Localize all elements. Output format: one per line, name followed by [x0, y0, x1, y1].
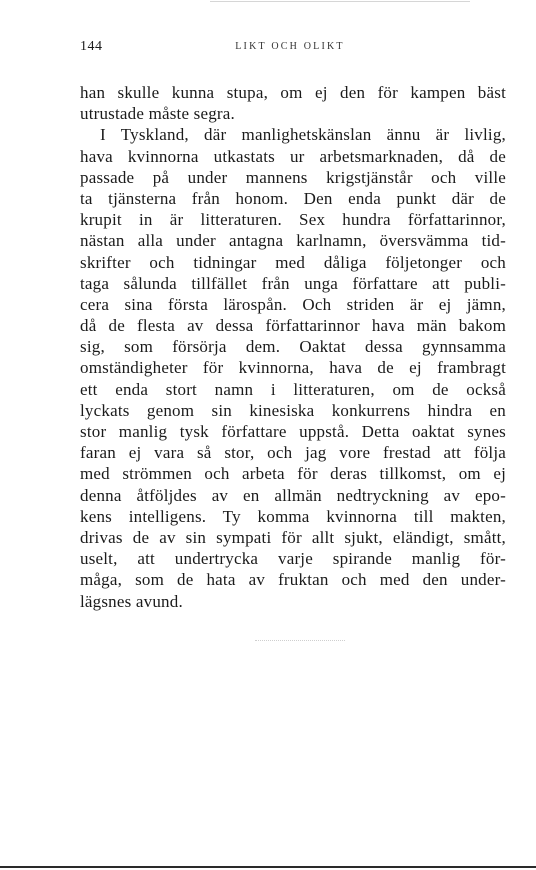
running-title: LIKT OCH OLIKT	[235, 41, 345, 52]
text-line: krupit in är litteraturen. Sex hundra författarinnor,	[80, 210, 506, 230]
text-line: faran ej vara så stor, och jag vore frestad att följa	[80, 443, 506, 463]
text-line: måga, som de hata av fruktan och med den under-	[80, 570, 506, 590]
text-line: sig, som försörja dem. Oaktat dessa gynnsamma	[80, 337, 506, 357]
text-line: omständigheter för kvinnorna, hava de ej frambragt	[80, 358, 506, 378]
text-line: ta tjänsterna från honom. Den enda punkt där de	[80, 188, 506, 208]
text-line: lägsnes avund.	[80, 591, 183, 611]
text-line: drivas de av sin sympati för allt sjukt, eländigt, smått,	[80, 527, 506, 547]
text-line: hava kvinnorna utkastats ur arbetsmarknaden, då de	[80, 146, 506, 166]
text-line: utrustade måste segra.	[80, 104, 235, 124]
text-line: då de flesta av dessa författarinnor hava män bakom	[80, 316, 506, 336]
text-line: lyckats genom sin kinesiska konkurrens hindra en	[80, 400, 506, 420]
text-line: med strömmen och arbeta för deras tillkomst, om ej	[80, 464, 506, 484]
text-line: uselt, att undertrycka varje spirande manlig för-	[80, 549, 506, 569]
paragraph-1	[80, 82, 506, 124]
text-line: ett enda stort namn i litteraturen, om de också	[80, 379, 506, 399]
text-line: stor manlig tysk författare uppstå. Detta oaktat synes	[80, 422, 506, 441]
body-text	[80, 82, 506, 612]
text-line: passade på under mannens krigstjänstår och ville	[80, 167, 506, 187]
page-number: 144	[80, 39, 103, 54]
paragraph-2	[80, 124, 506, 611]
text-line: taga sålunda tillfället från unga författare att publi-	[80, 273, 506, 293]
text-line: denna åtföljdes av en allmän nedtryckning av epo-	[80, 485, 506, 505]
text-line: nästan alla under antagna karlnamn, översvämma tid-	[80, 231, 506, 251]
text-line: I Tyskland, där manlighetskänslan ännu är livlig,	[100, 125, 506, 145]
text-line: han skulle kunna stupa, om ej den för kampen bäst	[80, 83, 506, 102]
text-line: kens intelligens. Ty komma kvinnorna till makten,	[80, 506, 506, 526]
scan-edge-bottom	[0, 866, 536, 868]
text-line: cera sina första lärospån. Och striden är ej jämn,	[80, 294, 506, 314]
end-mark	[255, 640, 345, 641]
text-line: skrifter och tidningar med dåliga följetonger och	[80, 252, 506, 272]
scan-edge-top	[210, 1, 470, 2]
